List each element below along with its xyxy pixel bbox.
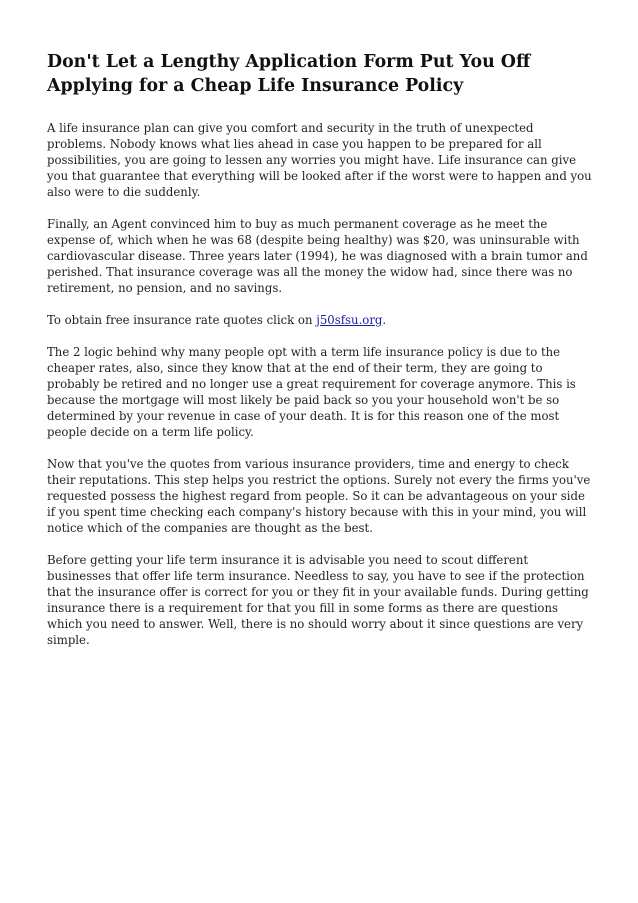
quotes-link[interactable]: j50sfsu.org xyxy=(316,313,383,327)
link-prefix-text: To obtain free insurance rate quotes click on xyxy=(47,313,317,327)
paragraph-reputations: Now that you've the quotes from various insurance providers, time and energy to check their reputations. This step helps you restrict the options. Surely not every the firms you've requested possess the highest regard from people. So it can be advantageous on your side if you spent time checking each company's history because with this in your mind, you will notice which of the companies are thought as the best. xyxy=(47,457,591,535)
link-suffix-text: . xyxy=(382,313,387,327)
document-page xyxy=(47,50,592,664)
paragraph-scout-businesses: Before getting your life term insurance it is advisable you need to scout different businesses that offer life term insurance. Needless to say, you have to see if the protection that the insurance offer is correct for you or they fit in your available funds. During getting insurance there is a requirement for that you fill in some forms as there are questions which you need to answer. Well, there is no should worry about it since questions are very simple. xyxy=(47,553,589,647)
paragraph-agent-story: Finally, an Agent convinced him to buy as much permanent coverage as he meet the expense of, which when he was 68 (despite being healthy) was $20, was uninsurable with cardiovascular disease. Three years later (1994), he was diagnosed with a brain tumor and perished. That insurance coverage was all the money the widow had, since there was no retirement, no pension, and no savings. xyxy=(47,217,588,295)
paragraph-intro: A life insurance plan can give you comfort and security in the truth of unexpected problems. Nobody knows what lies ahead in case you happen to be prepared for all possibilities, you are going to lessen any worries you might have. Life insurance can give you that guarantee that everything will be looked after if the worst were to happen and you also were to die suddenly. xyxy=(47,121,592,199)
paragraph-term-policy: The 2 logic behind why many people opt with a term life insurance policy is due to the cheaper rates, also, since they know that at the end of their term, they are going to probably be retired and no longer use a great requirement for coverage anymore. This is because the mortgage will most likely be paid back so you your household won't be so determined by your revenue in case of your death. It is for this reason one of the most people decide on a term life policy. xyxy=(47,345,576,439)
article-title: Don't Let a Lengthy Application Form Put You Off Applying for a Cheap Life Insurance Policy xyxy=(47,52,531,96)
paragraph-quotes-link xyxy=(47,312,592,328)
